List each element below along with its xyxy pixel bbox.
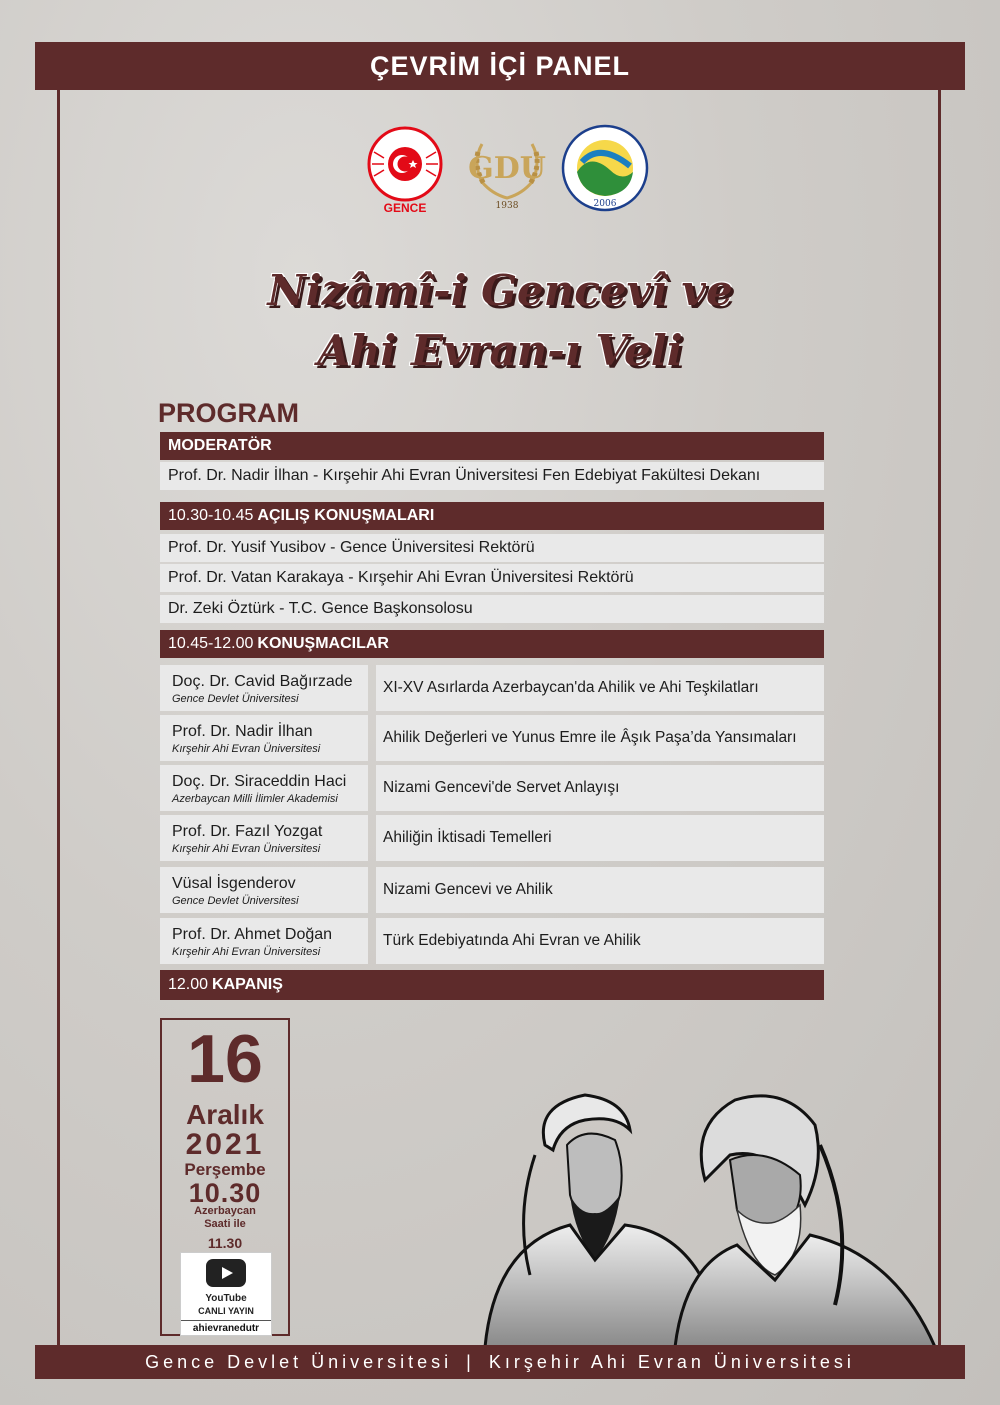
- speaker-affiliation: Kırşehir Ahi Evran Üniversitesi: [172, 843, 321, 855]
- speaker-topic-cell: [376, 815, 824, 861]
- speaker-affiliation: Gence Devlet Üniversitesi: [172, 895, 299, 907]
- moderator-header-label: MODERATÖR: [168, 437, 272, 454]
- event-time: 10.30: [188, 1178, 262, 1208]
- speaker-name: Vüsal İsgenderov: [172, 875, 296, 892]
- title-line-2: Ahi Evran-ı Veli: [317, 326, 683, 375]
- speaker-topic: XI-XV Asırlarda Azerbaycan'da Ahilik ve Ahi Teşkilatları: [383, 679, 759, 696]
- speaker-topic: Türk Edebiyatında Ahi Evran ve Ahilik: [383, 932, 641, 949]
- gence-university-logo: [462, 122, 552, 214]
- opening-row: [160, 595, 824, 623]
- footer-right: Kırşehir Ahi Evran Üniversitesi: [488, 1351, 855, 1372]
- speaker-affiliation: Kırşehir Ahi Evran Üniversitesi: [172, 743, 321, 755]
- footer-left: Gence Devlet Üniversitesi: [145, 1351, 453, 1372]
- opening-header: [160, 502, 824, 530]
- speaker-topic-cell: [376, 765, 824, 811]
- speaker-topic-cell: [376, 665, 824, 711]
- speaker-name-cell: [160, 665, 368, 711]
- opening-time: 10.30-10.45: [168, 507, 254, 524]
- event-weekday: Perşembe: [184, 1160, 266, 1179]
- speaker-name-cell: [160, 765, 368, 811]
- closing-time: 12.00: [168, 976, 209, 993]
- footer-bar: [35, 1345, 965, 1379]
- speaker-topic-cell: [376, 918, 824, 964]
- speaker-name: Prof. Dr. Nadir İlhan: [172, 723, 313, 740]
- speaker-affiliation: Gence Devlet Üniversitesi: [172, 693, 299, 705]
- historical-figures-illustration: [475, 1085, 945, 1347]
- speakers-time: 10.45-12.00: [168, 635, 254, 652]
- speaker-topic: Nizami Gencevi'de Servet Anlayışı: [383, 779, 620, 796]
- gdu-monogram: GDU: [468, 151, 546, 186]
- closing-header: [160, 970, 824, 1000]
- azerbaijan-time: 11.30: [207, 1235, 243, 1251]
- azerbaijan-time-label-1: Azerbaycan: [194, 1205, 256, 1217]
- moderator-row: [160, 462, 824, 490]
- consulate-label: GENCE: [383, 201, 427, 214]
- speaker-name: Doç. Dr. Siraceddin Haci: [172, 773, 347, 790]
- speakers-header: [160, 630, 824, 658]
- moderator-header: [160, 432, 824, 460]
- stream-label: CANLI YAYIN: [198, 1306, 254, 1316]
- title-line-1: Nizâmî-i Gencevî ve: [267, 266, 733, 315]
- speaker-topic: Ahilik Değerleri ve Yunus Emre ile Âşık Paşa’da Yansımaları: [383, 729, 797, 746]
- speaker-name-cell: [160, 918, 368, 964]
- ahi-evran-university-logo: [560, 122, 650, 214]
- stream-channel[interactable]: ahievranedutr: [181, 1320, 271, 1334]
- speaker-topic: Ahiliğin İktisadi Temelleri: [383, 829, 552, 846]
- speaker-affiliation: Kırşehir Ahi Evran Üniversitesi: [172, 946, 321, 958]
- speaker-name: Prof. Dr. Ahmet Doğan: [172, 926, 333, 943]
- speaker-name-cell: [160, 715, 368, 761]
- program-label: PROGRAM: [158, 398, 299, 428]
- azerbaijan-time-label-2: Saati ile: [204, 1218, 246, 1230]
- event-day: 16: [187, 1021, 263, 1097]
- header-bar: [35, 42, 965, 90]
- moderator-text: Prof. Dr. Nadir İlhan - Kırşehir Ahi Evran Üniversitesi Fen Edebiyat Fakültesi Dekanı: [168, 467, 761, 484]
- opening-title: AÇILIŞ KONUŞMALARI: [257, 507, 435, 524]
- event-year: 2021: [185, 1128, 265, 1161]
- stream-platform: YouTube: [205, 1293, 247, 1304]
- speaker-affiliation: Azerbaycan Milli İlimler Akademisi: [172, 793, 338, 805]
- header-title: ÇEVRİM İÇİ PANEL: [369, 50, 630, 81]
- speaker-name: Doç. Dr. Cavid Bağırzade: [172, 673, 353, 690]
- ahi-evran-year: 2006: [593, 199, 617, 209]
- gdu-year: 1938: [495, 201, 519, 211]
- speaker-name-cell: [160, 867, 368, 913]
- speaker-name: Prof. Dr. Fazıl Yozgat: [172, 823, 323, 840]
- event-month: Aralık: [186, 1099, 264, 1130]
- speaker-topic-cell: [376, 715, 824, 761]
- opening-row: [160, 564, 824, 592]
- youtube-icon: [206, 1259, 246, 1287]
- opening-row-text: Prof. Dr. Yusif Yusibov - Gence Üniversitesi Rektörü: [168, 539, 535, 556]
- footer-separator: |: [466, 1351, 475, 1372]
- speaker-topic: Nizami Gencevi ve Ahilik: [383, 881, 553, 898]
- closing-title: KAPANIŞ: [212, 976, 283, 993]
- speaker-name-cell: [160, 815, 368, 861]
- youtube-stream-box[interactable]: [180, 1252, 272, 1336]
- opening-row: [160, 534, 824, 562]
- speakers-title: KONUŞMACILAR: [257, 635, 389, 652]
- opening-row-text: Dr. Zeki Öztürk - T.C. Gence Başkonsolosu: [168, 600, 473, 617]
- consulate-logo: [360, 122, 450, 214]
- speaker-topic-cell: [376, 867, 824, 913]
- opening-row-text: Prof. Dr. Vatan Karakaya - Kırşehir Ahi Evran Üniversitesi Rektörü: [168, 569, 634, 586]
